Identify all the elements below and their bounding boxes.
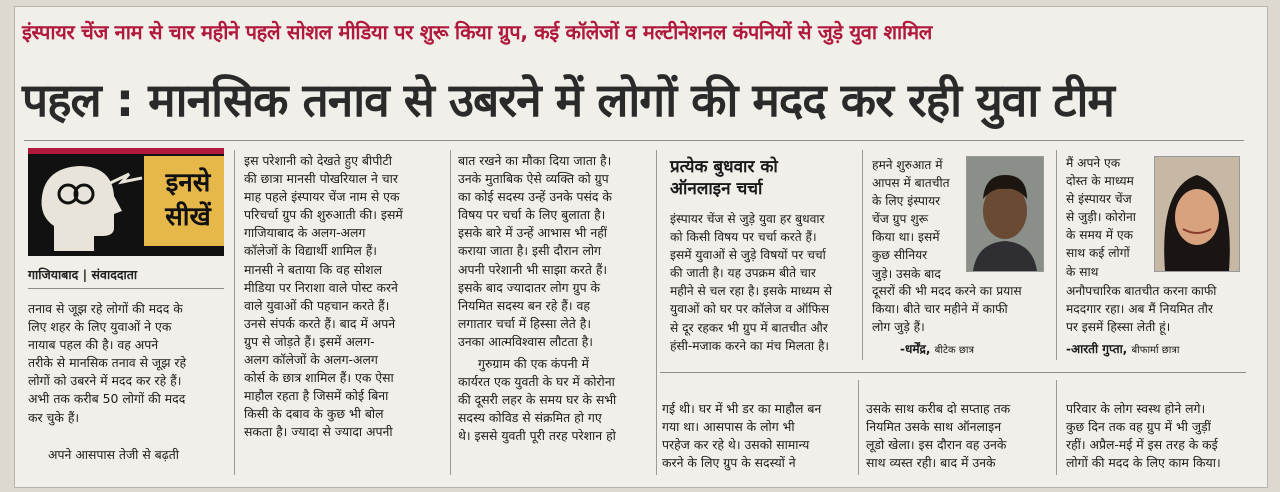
article-line: साथ व्यस्त रही। बाद में उनके <box>866 455 996 471</box>
article-line: परहेज कर रहे थे। उसको सामान्य <box>662 437 810 453</box>
article-line: से दूर रहकर भी ग्रुप में बातचीत और <box>670 320 828 335</box>
article-line: गुरुग्राम की एक कंपनी में <box>478 356 589 372</box>
article-line: थे। इससे युवती पूरी तरह परेशान हो <box>458 428 616 444</box>
article-line: अलग कॉलेजों के अलग-अलग <box>244 352 378 368</box>
column-divider <box>450 150 451 475</box>
article-line: ग्रुप से जोड़ते हैं। इसमें अलग- <box>244 333 375 349</box>
article-line: माहौल रहता है जिसमें कोई बिना <box>244 388 389 404</box>
article-line: इसमें युवाओं से जुड़े विषयों पर चर्चा <box>670 248 826 263</box>
article-line: कराया जाता है। इसी दौरान लोग <box>458 243 602 259</box>
article-line: कोर्स के छात्र शामिल हैं। एक ऐसा <box>244 370 394 386</box>
quote-line: दोस्त के माध्यम <box>1066 174 1134 189</box>
quote-line: किया। बीते चार महीने में काफी <box>872 302 1008 317</box>
quote-1-name: -धर्मेंद्र, <box>900 342 931 356</box>
article-line: गया था। आसपास के लोग भी <box>662 419 795 435</box>
kicker-subheadline: इंस्पायर चेंज नाम से चार महीने पहले सोशल मीडिया पर शुरू किया ग्रुप, कई कॉलेजों व मल्टीनेशनल कंपनियों से जुड़े युवा शामिल <box>22 20 933 44</box>
quote-1-text <box>872 156 972 283</box>
article-line: की दूसरी लहर के समय घर के सभी <box>458 392 617 408</box>
column-divider <box>656 150 657 475</box>
article-line: हंसी-मजाक करने का मंच मिलता है। <box>670 338 830 353</box>
article-column-5 <box>866 400 1052 472</box>
article-line: अभी तक करीब 50 लोगों की मदद <box>28 391 186 407</box>
box-heading: प्रत्येक बुधवार को ऑनलाइन चर्चा <box>670 157 778 199</box>
article-line: महीने से चल रहा है। इसके माध्यम से <box>670 284 832 299</box>
quote-line: अनौपचारिक बातचीत करना काफी <box>1066 284 1217 298</box>
quote-2-attribution <box>1066 340 1180 357</box>
article-column-1 <box>28 300 228 427</box>
article-line: कर चुके हैं। <box>28 409 80 425</box>
quote-2-name: -आरती गुप्ता, <box>1066 342 1128 356</box>
article-line: परिचर्चा ग्रुप की शुरुआती की। इसमें <box>244 207 403 223</box>
box-bottom-rule <box>660 372 1246 373</box>
article-line: परिवार के लोग स्वस्थ होने लगे। <box>1066 401 1206 416</box>
article-line: का कोई सदस्य उन्हें उनके पसंद के <box>458 189 612 205</box>
quote-line: दूसरों की भी मदद करने का प्रयास <box>872 284 1022 298</box>
dharmendra-photo <box>966 156 1044 272</box>
article-line: मानसी ने बताया कि वह सोशल <box>244 261 382 277</box>
main-headline: पहल : मानसिक तनाव से उबरने में लोगों की मदद कर रही युवा टीम <box>22 73 1114 127</box>
box-body <box>670 210 866 355</box>
quote-line: के लिए इंस्पायर <box>872 194 941 209</box>
article-line: कुछ दिन तक वह ग्रुप में भी जुड़ीं <box>1066 419 1211 435</box>
article-line: बात रखने का मौका दिया जाता है। <box>458 153 612 168</box>
article-line: उनके मुताबिक ऐसे व्यक्ति को ग्रुप <box>458 171 609 187</box>
article-line: इस परेशानी को देखते हुए बीपीटी <box>244 153 392 168</box>
quote-line: किया था। इसमें <box>872 230 940 245</box>
article-line: लोगों को उबरने में मदद कर रहे हैं। <box>28 373 182 389</box>
article-line: लोगों की मदद के लिए काम किया। <box>1066 455 1221 471</box>
quote-2-role: बीफार्मा छात्रा <box>1131 345 1180 356</box>
article-line: को किसी विषय पर चर्चा करते हैं। <box>670 230 817 245</box>
byline: गाजियाबाद | संवाददाता <box>28 267 138 282</box>
article-line: माह पहले इंस्पायर चेंज नाम से एक <box>244 189 400 205</box>
quote-line: हमने शुरुआत में <box>872 158 943 172</box>
quote-1-role: बीटेक छात्र <box>934 345 974 356</box>
column-divider <box>862 150 863 360</box>
article-line: किसी के दबाव के कुछ भी बोल <box>244 406 384 422</box>
article-line: कार्यरत एक युवती के घर में कोरोना <box>458 374 615 390</box>
article-paragraph: अपने आसपास तेजी से बढ़ती <box>48 447 179 462</box>
headline-rule <box>24 140 1244 141</box>
article-line: तरीके से मानसिक तनाव से जूझ रहे <box>28 355 187 371</box>
column-divider <box>234 150 235 475</box>
quote-line: चेंज ग्रुप शुरू <box>872 212 929 227</box>
article-line: सदस्य कोविड से संक्रमित हो गए <box>458 410 602 426</box>
quote-line: से जुड़ी। कोरोना <box>1066 210 1136 225</box>
quote-1-text-continued <box>872 282 1052 336</box>
article-line: रहीं। अप्रैल-मई में इस तरह के कई <box>1066 437 1218 453</box>
article-line: नियमित उसके साथ ऑनलाइन <box>866 419 1002 435</box>
quote-line: साथ कई लोगों <box>1066 246 1130 261</box>
article-line: करने के लिए ग्रुप के सदस्यों ने <box>662 455 796 471</box>
quote-line: जुड़े। उसके बाद <box>872 266 941 281</box>
article-line: इसके बारे में उन्हें आभास भी नहीं <box>458 225 607 241</box>
article-line: नियमित सदस्य बन रहे हैं। वह <box>458 297 590 313</box>
quote-line: के समय में एक <box>1066 228 1133 243</box>
article-line: नायाब पहल की है। वह अपने <box>28 337 159 353</box>
quote-line: मददगार रहा। अब मैं नियमित तौर <box>1066 302 1213 317</box>
quote-line: से इंस्पायर चेंज <box>1066 192 1132 207</box>
article-line: उसके साथ करीब दो सप्ताह तक <box>866 401 1011 416</box>
article-line: सकता है। ज्यादा से ज्यादा अपनी <box>244 424 393 440</box>
article-line: तनाव से जूझ रहे लोगों की मदद के <box>28 301 183 316</box>
person-portrait-icon <box>1155 157 1239 271</box>
quote-line: पर इसमें हिस्सा लेती हूं। <box>1066 320 1171 335</box>
article-line: लूडो खेला। इस दौरान वह उनके <box>866 437 1007 453</box>
quote-2-text-continued <box>1066 282 1244 336</box>
learn-box-accent-bar <box>28 148 224 154</box>
article-line: उनसे संपर्क करते हैं। बाद में अपने <box>244 315 396 331</box>
article-line: लिए शहर के लिए युवाओं ने एक <box>28 319 172 335</box>
aarti-photo <box>1154 156 1240 272</box>
article-line: की छात्रा मानसी पोखरियाल ने चार <box>244 171 398 187</box>
head-silhouette-icon <box>34 156 144 256</box>
article-line: गई थी। घर में भी डर का माहौल बन <box>662 401 822 416</box>
column-divider <box>1056 150 1057 360</box>
quote-1-attribution <box>900 340 974 357</box>
learn-from-them-graphic <box>28 148 224 256</box>
article-line: अपनी परेशानी भी साझा करते हैं। <box>458 261 608 277</box>
quote-line: के साथ <box>1066 264 1099 279</box>
learn-label: इनसे सीखें <box>165 168 211 232</box>
byline-rule <box>28 288 224 289</box>
article-line: इंस्पायर चेंज से जुड़े युवा हर बुधवार <box>670 212 825 226</box>
article-column-3 <box>458 152 650 446</box>
article-line: उनका आत्मविश्वास लौटता है। <box>458 333 594 349</box>
person-portrait-icon <box>967 157 1043 271</box>
article-line: युवाओं को घर पर कॉलेज व ऑफिस <box>670 302 830 317</box>
article-line: कॉलेजों के विद्यार्थी शामिल हैं। <box>244 243 377 259</box>
article-line: की जाती है। यह उपक्रम बीते चार <box>670 266 816 281</box>
quote-line: मैं अपने एक <box>1066 156 1121 170</box>
quote-line: कुछ सीनियर <box>872 248 928 263</box>
quote-2-text <box>1066 154 1162 281</box>
article-column-2 <box>244 152 444 442</box>
article-line: लगातार चर्चा में हिस्सा लेते है। <box>458 315 592 331</box>
column-divider <box>858 380 859 475</box>
article-line: विषय पर चर्चा के लिए बुलाता है। <box>458 207 606 223</box>
article-line: गाजियाबाद के अलग-अलग <box>244 225 366 241</box>
article-line: वाले युवाओं की पहचान करते हैं। <box>244 297 390 313</box>
column-divider <box>1056 380 1057 475</box>
quote-line: आपस में बातचीत <box>872 176 950 191</box>
article-column-1-continued <box>28 446 228 464</box>
article-column-6 <box>1066 400 1246 472</box>
article-line: मीडिया पर निराशा वाले पोस्ट करने <box>244 279 398 295</box>
quote-line: लोग जुड़े हैं। <box>872 320 925 335</box>
article-column-4 <box>662 400 854 472</box>
article-line: इसके बाद ज्यादातर लोग ग्रुप के <box>458 279 601 295</box>
